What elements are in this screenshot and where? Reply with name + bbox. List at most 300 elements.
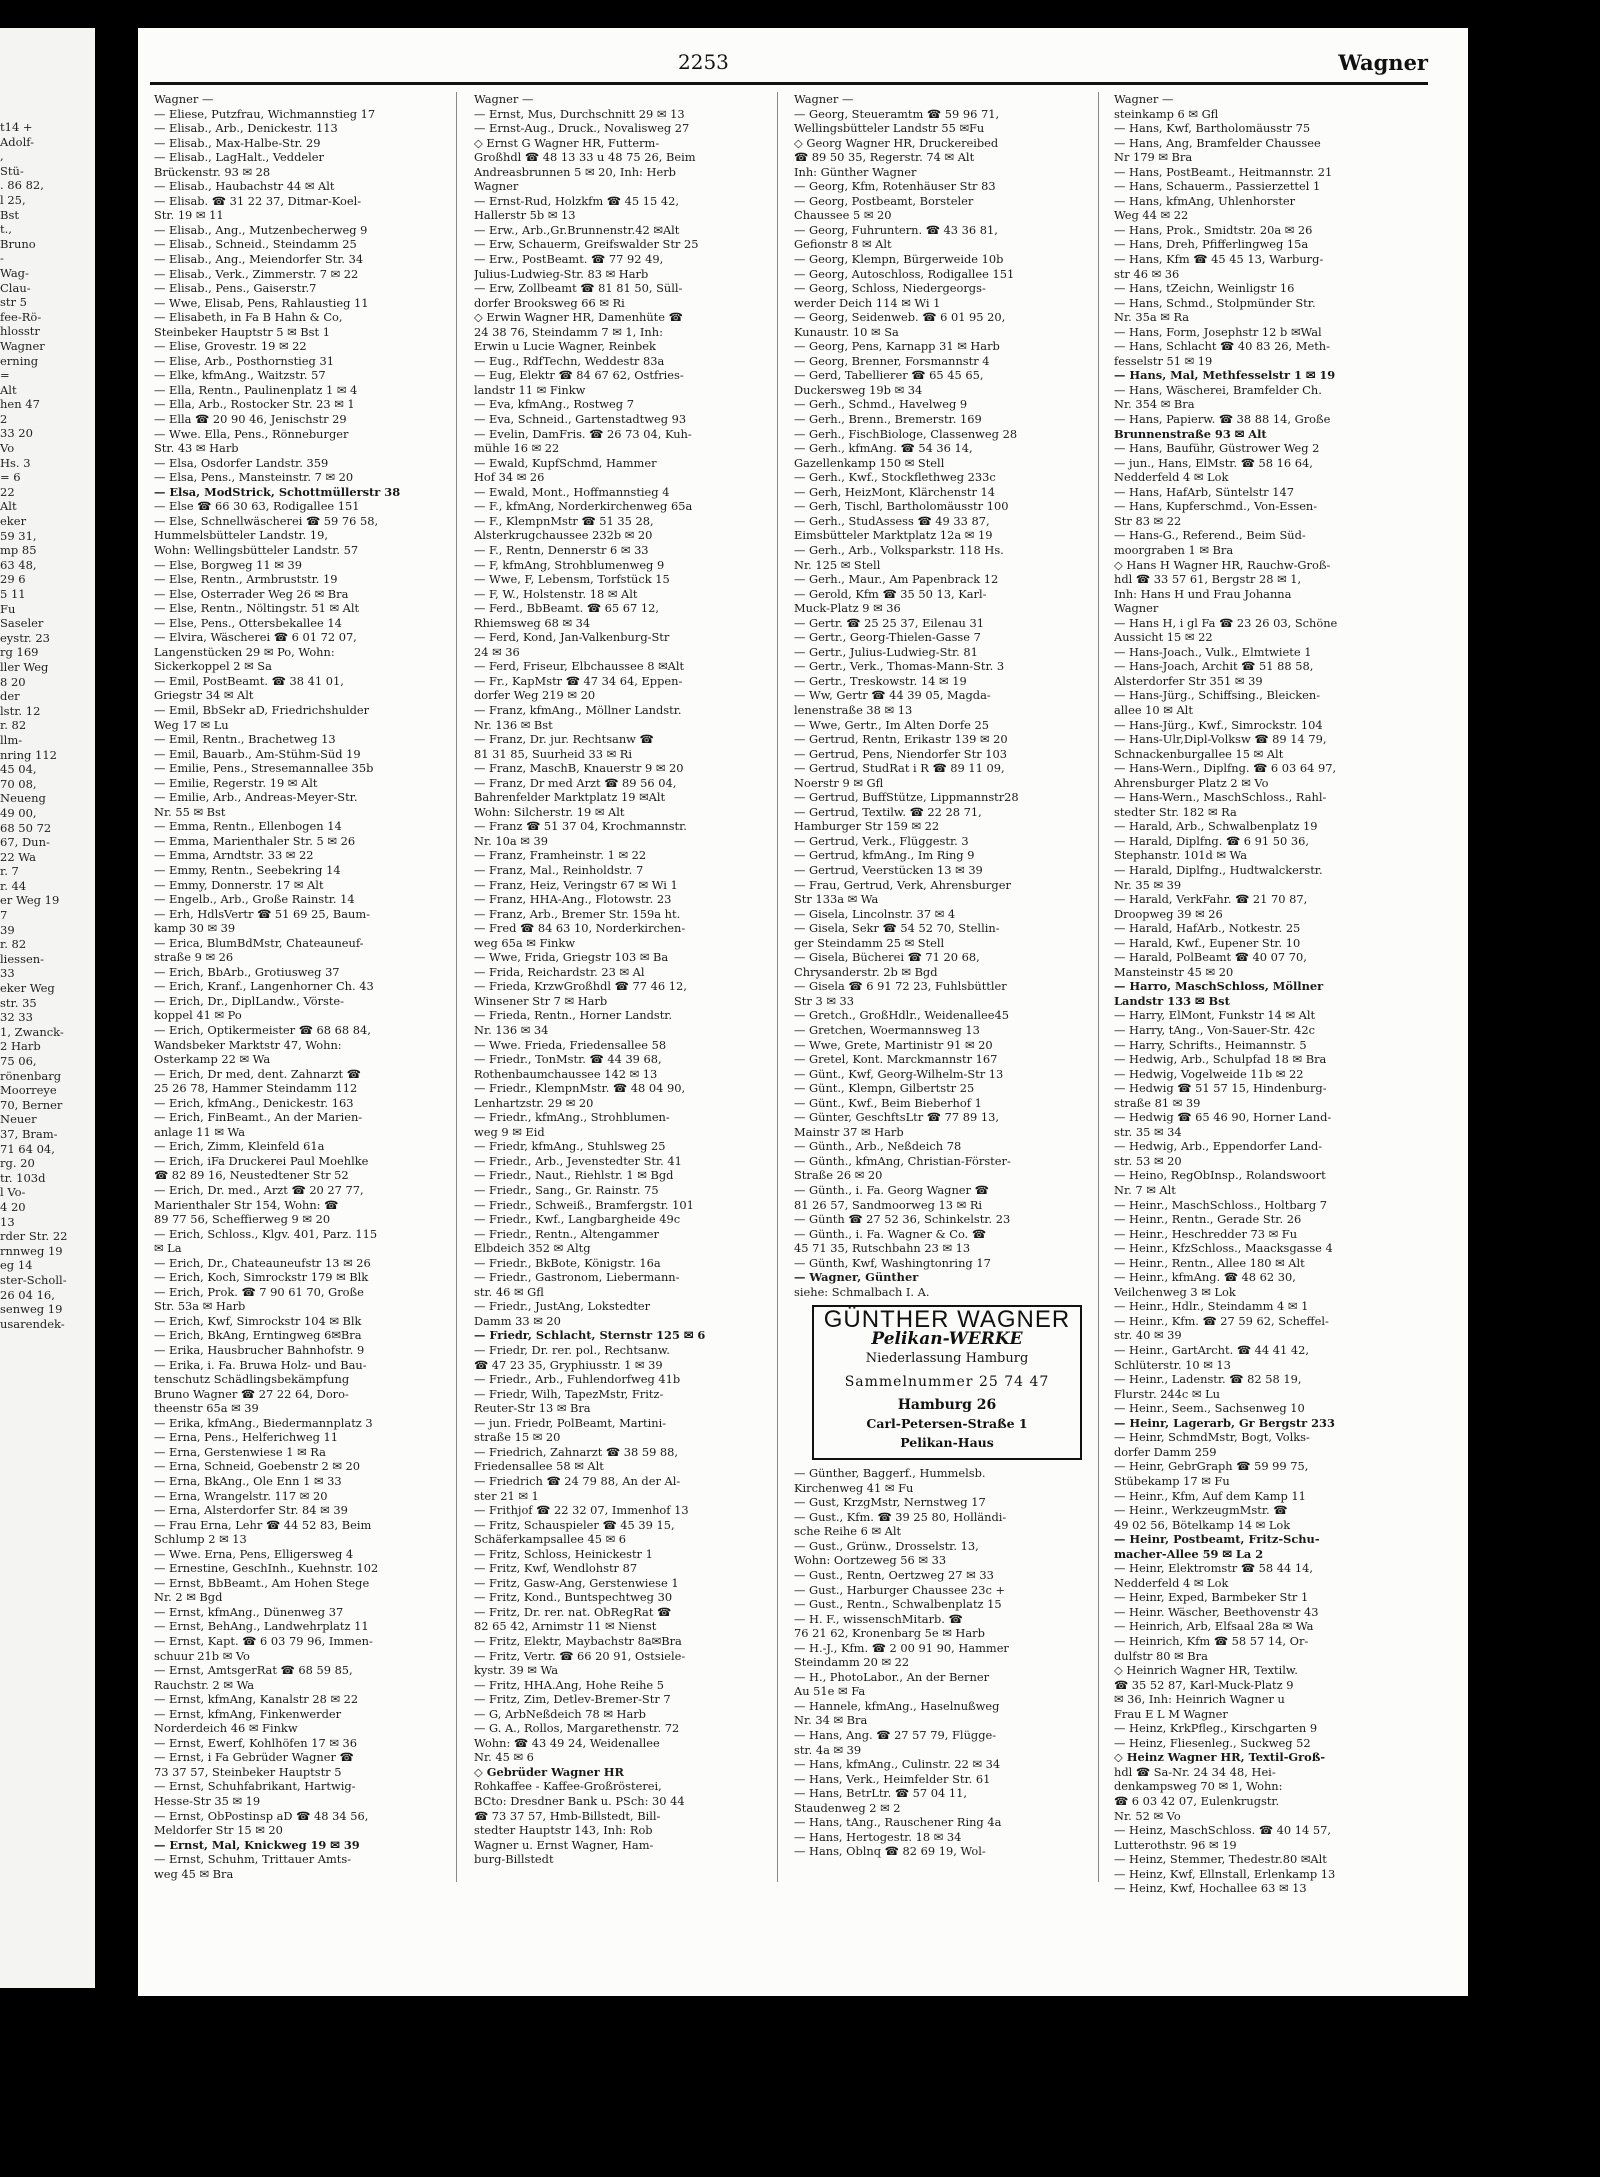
directory-entry-line: Reuter-Str 13 ✉ Bra — [474, 1401, 591, 1416]
directory-entry-line: — Franz, Framheinstr. 1 ✉ 22 — [474, 848, 647, 863]
facing-page-fragment: Saseler — [0, 616, 44, 631]
directory-entry-line: — Günth ☎ 27 52 36, Schinkelstr. 23 — [794, 1212, 1011, 1227]
directory-entry-line: Eimsbütteler Marktplatz 12a ✉ 19 — [794, 528, 993, 543]
directory-entry-line: — Evelin, DamFris. ☎ 26 73 04, Kuh- — [474, 426, 692, 441]
directory-entry-line: — Heinz, Fliesenleg., Suckweg 52 — [1114, 1735, 1311, 1750]
directory-entry-line: ◇ Georg Wagner HR, Druckereibed — [794, 135, 999, 150]
directory-entry-line: 25 26 78, Hammer Steindamm 112 — [154, 1081, 358, 1096]
facing-page-fragment: hlosstr — [0, 324, 40, 339]
directory-entry-line: — Heinr, GebrGraph ☎ 59 99 75, — [1114, 1459, 1309, 1474]
facing-page-fragment: t14 + — [0, 120, 33, 134]
directory-entry-line: ◇ Erwin Wagner HR, Damenhüte ☎ — [474, 310, 683, 325]
facing-page-fragment: Moorreye — [0, 1083, 57, 1098]
directory-entry-line: — Ewald, KupfSchmd, Hammer — [474, 455, 657, 470]
directory-entry-line: — Ernst, ObPostinsp aD ☎ 48 34 56, — [154, 1808, 369, 1823]
directory-entry-line: — Erich, kfmAng., Denickestr. 163 — [154, 1095, 354, 1110]
directory-entry-line: — Friedr., Arb., Jevenstedter Str. 41 — [474, 1153, 682, 1168]
directory-entry-line: — Gertr. ☎ 25 25 37, Eilenau 31 — [794, 615, 985, 630]
directory-entry-line: — Hans, Hertogestr. 18 ✉ 34 — [794, 1829, 962, 1844]
directory-entry-line: str. 46 ✉ Gfl — [474, 1284, 544, 1299]
directory-entry-line: — Erna, BkAng., Ole Enn 1 ✉ 33 — [154, 1473, 342, 1488]
directory-entry-line: Rhiemsweg 68 ✉ 34 — [474, 615, 591, 630]
directory-entry-line: — Erna, Alsterdorfer Str. 84 ✉ 39 — [154, 1503, 348, 1518]
directory-entry-line: — Ferd, Kond, Jan-Valkenburg-Str — [474, 630, 670, 645]
facing-page-fragment: tr. 103d — [0, 1170, 46, 1185]
facing-page-fragment: 2 Harb — [0, 1039, 41, 1054]
directory-entry-line: Str. 43 ✉ Harb — [154, 441, 239, 456]
directory-entry-line: — Ernst, Mus, Durchschnitt 29 ✉ 13 — [474, 106, 685, 121]
directory-entry-line: — Gertrud, Rentn, Erikastr 139 ✉ 20 — [794, 732, 1008, 747]
facing-page-fragment: der — [0, 689, 20, 704]
directory-entry-line: — Wwe. Frieda, Friedensallee 58 — [474, 1037, 667, 1052]
directory-entry-line: Nr. 7 ✉ Alt — [1114, 1183, 1176, 1198]
directory-entry-line: Damm 33 ✉ 20 — [474, 1313, 561, 1328]
directory-entry-line: — Hans-Wern., Diplfng. ☎ 6 03 64 97, — [1114, 761, 1337, 776]
directory-entry-line: — F, W., Holstenstr. 18 ✉ Alt — [474, 586, 638, 601]
directory-entry-line: — Gertrud, Verk., Flüggestr. 3 — [794, 833, 969, 848]
directory-entry-line: — Elsa, ModStrick, Schottmüllerstr 38 — [154, 484, 401, 499]
directory-entry-line: str. 35 ✉ 34 — [1114, 1124, 1182, 1139]
directory-entry-line: str. 40 ✉ 39 — [1114, 1328, 1182, 1343]
facing-page-fragment: 13 — [0, 1214, 15, 1229]
directory-entry-line: — Gertrud, StudRat i R ☎ 89 11 09, — [794, 761, 1005, 776]
directory-entry-line: — Emma, Marienthaler Str. 5 ✉ 26 — [154, 833, 356, 848]
directory-entry-line: — Hans, Form, Josephstr 12 b ✉Wal — [1114, 324, 1322, 339]
directory-entry-line: — Elise, Grovestr. 19 ✉ 22 — [154, 339, 307, 354]
directory-entry-line: — Elise, Arb., Posthornstieg 31 — [154, 353, 334, 368]
directory-entry-line: — Else, Schnellwäscherei ☎ 59 76 58, — [154, 513, 379, 528]
directory-entry-line: — Erich, Dr., DiplLandw., Vörste- — [154, 993, 345, 1008]
directory-entry-line: moorgraben 1 ✉ Bra — [1114, 542, 1234, 557]
directory-entry-line: — Elisab., Verk., Zimmerstr. 7 ✉ 22 — [154, 266, 359, 281]
directory-entry-line: — Else, Rentn., Nöltingstr. 51 ✉ Alt — [154, 601, 360, 616]
facing-page-fragment: usarendek- — [0, 1316, 65, 1331]
directory-entry-line: Inh: Hans H und Frau Johanna — [1114, 586, 1292, 601]
directory-entry-line: — Wwe, Grete, Martinistr 91 ✉ 20 — [794, 1037, 993, 1052]
facing-page-fragment: liessen- — [0, 951, 45, 966]
directory-entry-line: — Frau, Gertrud, Verk, Ahrensburger — [794, 877, 1011, 892]
ad-street: Carl-Petersen-Straße 1 — [866, 1416, 1028, 1432]
directory-entry-line: — Hans, Ang. ☎ 27 57 79, Flügge- — [794, 1727, 997, 1742]
directory-entry-line: — Friedr, kfmAng., Stuhlsweg 25 — [474, 1139, 666, 1154]
directory-entry-line: weg 65a ✉ Finkw — [474, 935, 576, 950]
directory-entry-line: steinkamp 6 ✉ Gfl — [1114, 106, 1219, 121]
facing-page-fragment: Adolf- — [0, 134, 35, 149]
directory-entry-line: — Emilie, Arb., Andreas-Meyer-Str. — [154, 790, 358, 805]
directory-entry-line: Marienthaler Str 154, Wohn: ☎ — [154, 1197, 339, 1212]
directory-entry-line: — Hans, Bauführ, Güstrower Weg 2 — [1114, 441, 1320, 456]
directory-entry-line: Kirchenweg 41 ✉ Fu — [794, 1480, 914, 1495]
directory-entry-line: — Friedr., Rentn., Altengammer — [474, 1226, 659, 1241]
directory-entry-line: — Emmy, Rentn., Seebekring 14 — [154, 862, 341, 877]
directory-entry-line: Nedderfeld 4 ✉ Lok — [1114, 470, 1229, 485]
directory-entry-line: — Wwe. Ella, Pens., Rönneburger — [154, 426, 349, 441]
directory-entry-line: — Gerh, HeizMont, Klärchenstr 14 — [794, 484, 996, 499]
facing-page-fragment: Alt — [0, 499, 17, 514]
directory-entry-line: — Elisab., Max-Halbe-Str. 29 — [154, 135, 321, 150]
directory-entry-line: Mansteinstr 45 ✉ 20 — [1114, 964, 1234, 979]
directory-entry-line: — Ernst, Kapt. ☎ 6 03 79 96, Immen- — [154, 1633, 373, 1648]
directory-entry-line: — Else, Borgweg 11 ✉ 39 — [154, 557, 302, 572]
directory-entry-line: — Günt., Klempn, Gilbertstr 25 — [794, 1081, 975, 1096]
directory-entry-line: — Harald, Diplfng. ☎ 6 91 50 36, — [1114, 833, 1309, 848]
directory-entry-line: — Franz, HHA-Ang., Flotowstr. 23 — [474, 892, 672, 907]
facing-page-fragment: Vo — [0, 441, 15, 456]
directory-entry-line: ☎ 73 37 57, Hmb-Billstedt, Bill- — [474, 1808, 661, 1823]
directory-entry-line: — Gerh., Schmd., Havelweg 9 — [794, 397, 968, 412]
directory-entry-line: Wagner — [1114, 601, 1159, 616]
directory-column-2 — [474, 92, 774, 1867]
directory-entry-line: Staudenweg 2 ✉ 2 — [794, 1800, 901, 1815]
directory-entry-line: — Georg, Brenner, Forsmannstr 4 — [794, 353, 990, 368]
directory-entry-line: Bruno Wagner ☎ 27 22 64, Doro- — [154, 1386, 349, 1401]
directory-entry-line: Erwin u Lucie Wagner, Reinbek — [474, 339, 656, 354]
directory-entry-line: Rothenbaumchaussee 142 ✉ 13 — [474, 1066, 658, 1081]
directory-entry-line: — F, kfmAng, Strohblumenweg 9 — [474, 557, 665, 572]
directory-entry-line: mühle 16 ✉ 22 — [474, 441, 560, 456]
directory-entry-line: — Günth., Arb., Neßdeich 78 — [794, 1139, 962, 1154]
directory-entry-line: — Harald, PolBeamt ☎ 40 07 70, — [1114, 950, 1307, 965]
directory-entry-line: — Friedr., Naut., Riehlstr. 1 ✉ Bgd — [474, 1168, 674, 1183]
directory-entry-line: — Eliese, Putzfrau, Wichmannstieg 17 — [154, 106, 376, 121]
directory-entry-line: — Frida, Reichardstr. 23 ✉ Al — [474, 964, 645, 979]
directory-entry-line: Weg 17 ✉ Lu — [154, 717, 229, 732]
directory-entry-line: — Else, Osterrader Weg 26 ✉ Bra — [154, 586, 349, 601]
facing-page-fragment: 22 Wa — [0, 849, 36, 864]
directory-entry-line: — Ernst, kfmAng, Kanalstr 28 ✉ 22 — [154, 1692, 359, 1707]
directory-entry-line: — Friedr., kfmAng., Strohblumen- — [474, 1110, 670, 1125]
directory-column-4 — [1114, 92, 1414, 1896]
directory-entry-line: — Friedr., Sang., Gr. Rainstr. 75 — [474, 1183, 659, 1198]
facing-page-fragment: 33 20 — [0, 426, 33, 441]
directory-entry-line: — Elsa, Osdorfer Landstr. 359 — [154, 455, 329, 470]
directory-entry-line: — Wwe, Gertr., Im Alten Dorfe 25 — [794, 717, 989, 732]
directory-entry-line: — Georg, Klempn, Bürgerweide 10b — [794, 252, 1004, 267]
directory-entry-line: — Ernst, BbBeamt., Am Hohen Stege — [154, 1575, 370, 1590]
facing-page-fragment: eg 14 — [0, 1258, 33, 1273]
directory-entry-line: — Erich, Kranf., Langenhorner Ch. 43 — [154, 979, 374, 994]
directory-entry-line: — Günt., Kwf., Beim Bieberhof 1 — [794, 1095, 982, 1110]
facing-page-fragment: t., — [0, 222, 12, 237]
directory-entry-line: — Gerh, Tischl, Bartholomäusstr 100 — [794, 499, 1009, 514]
guenther-wagner-advertisement — [812, 1305, 1082, 1460]
directory-entry-line: kystr. 39 ✉ Wa — [474, 1663, 558, 1678]
directory-entry-line: — Ernst, AmtsgerRat ☎ 68 59 85, — [154, 1663, 353, 1678]
directory-entry-line: kamp 30 ✉ 39 — [154, 921, 236, 936]
facing-page-fragment: mp 85 — [0, 543, 37, 558]
facing-page-fragment: r. 82 — [0, 718, 27, 733]
directory-entry-line: — Fritz, Vertr. ☎ 66 20 91, Ostsiele- — [474, 1648, 686, 1663]
directory-entry-line: — Heinr., GartArcht. ☎ 44 41 42, — [1114, 1343, 1309, 1358]
directory-entry-line: — Heinr., Rentn., Gerade Str. 26 — [1114, 1212, 1302, 1227]
column-divider — [777, 92, 778, 1882]
directory-entry-line: — Eva, Schneid., Gartenstadtweg 93 — [474, 412, 687, 427]
directory-entry-line: — Hans, Papierw. ☎ 38 88 14, Große — [1114, 412, 1331, 427]
directory-entry-line: — Günth., kfmAng, Christian-Förster- — [794, 1153, 1011, 1168]
directory-entry-line: — Emilie, Regerstr. 19 ✉ Alt — [154, 775, 318, 790]
facing-page-fragment: Neueng — [0, 791, 46, 806]
directory-entry-line: Norderdeich 46 ✉ Finkw — [154, 1721, 298, 1736]
directory-entry-line: — Heinr., Heschredder 73 ✉ Fu — [1114, 1226, 1298, 1241]
directory-entry-line: — Harry, Schrifts., Heimannstr. 5 — [1114, 1037, 1307, 1052]
directory-entry-line: — Erw., Arb.,Gr.Brunnenstr.42 ✉Alt — [474, 222, 680, 237]
directory-entry-line: 76 21 62, Kronenbarg 5e ✉ Harb — [794, 1626, 985, 1641]
directory-entry-line: — Friedr., JustAng, Lokstedter — [474, 1299, 651, 1314]
directory-entry-line: — Emil, Bauarb., Am-Stühm-Süd 19 — [154, 746, 361, 761]
directory-page — [138, 28, 1468, 1996]
facing-page-fragment: Neuer — [0, 1112, 37, 1127]
directory-entry-line: — Erich, Dr., Chateauneufstr 13 ✉ 26 — [154, 1255, 371, 1270]
directory-entry-line: — Heinz, KrkPfleg., Kirschgarten 9 — [1114, 1721, 1318, 1736]
directory-entry-line: — Hans, HafArb, Süntelstr 147 — [1114, 484, 1294, 499]
directory-entry-line: — Erich, Schloss., Klgv. 401, Parz. 115 — [154, 1226, 378, 1241]
directory-entry-line: stedter Str. 182 ✉ Ra — [1114, 804, 1237, 819]
directory-entry-line: — Gisela, Lincolnstr. 37 ✉ 4 — [794, 906, 956, 921]
directory-entry-line: — Wwe, F, Lebensm, Torfstück 15 — [474, 572, 670, 587]
directory-entry-line: Nr. 125 ✉ Stell — [794, 557, 881, 572]
directory-entry-line: — Heinz, MaschSchloss. ☎ 40 14 57, — [1114, 1823, 1332, 1838]
facing-page-fragment: nring 112 — [0, 747, 57, 762]
directory-entry-line: str. 53 ✉ 20 — [1114, 1153, 1182, 1168]
header-rule — [150, 82, 1428, 85]
directory-entry-line: — Elisab., Pens., Gaiserstr.7 — [154, 281, 317, 296]
directory-entry-line: Str 3 ✉ 33 — [794, 993, 854, 1008]
facing-page-fragment: str 5 — [0, 295, 27, 310]
page-header — [138, 28, 1468, 82]
directory-entry-line: — Elisabeth, in Fa B Hahn & Co, — [154, 310, 343, 325]
directory-entry-line: — Harry, tAng., Von-Sauer-Str. 42c — [1114, 1023, 1315, 1037]
directory-entry-line: — Else ☎ 66 30 63, Rodigallee 151 — [154, 499, 360, 514]
directory-entry-line: — Heinrich, Arb, Elfsaal 28a ✉ Wa — [1114, 1619, 1314, 1634]
directory-entry-line: — Elisab., Ang., Mutzenbecherweg 9 — [154, 222, 368, 237]
directory-entry-line: Muck-Platz 9 ✉ 36 — [794, 601, 901, 616]
directory-entry-line: Wandsbeker Marktstr 47, Wohn: — [154, 1037, 342, 1052]
directory-entry-line: straße 9 ✉ 26 — [154, 950, 234, 965]
directory-entry-line: Ahrensburger Platz 2 ✉ Vo — [1114, 775, 1269, 790]
directory-entry-line: — Elisab., Ang., Meiendorfer Str. 34 — [154, 252, 364, 267]
facing-page-fragment: 22 — [0, 484, 15, 499]
directory-entry-line: — Ewald, Mont., Hoffmannstieg 4 — [474, 484, 670, 499]
directory-entry-line: — Heinr, Lagerarb, Gr Bergstr 233 — [1114, 1415, 1335, 1430]
directory-entry-line: — Friedr, Schlacht, Sternstr 125 ✉ 6 — [474, 1328, 706, 1343]
directory-entry-line: — Erich, Optikermeister ☎ 68 68 84, — [154, 1023, 371, 1037]
directory-entry-line: stedter Hauptstr 143, Inh: Rob — [474, 1823, 653, 1838]
directory-entry-line: ☎ 89 50 35, Regerstr. 74 ✉ Alt — [794, 150, 975, 165]
directory-entry-line: — Gertrud, Veerstücken 13 ✉ 39 — [794, 862, 983, 877]
facing-page-fragment: Bst — [0, 207, 19, 222]
directory-entry-line: — Hans, Schlacht ☎ 40 83 26, Meth- — [1114, 339, 1330, 354]
directory-entry-line: Wellingsbütteler Landstr 55 ✉Fu — [794, 121, 985, 136]
directory-entry-line: Aussicht 15 ✉ 22 — [1114, 630, 1213, 645]
directory-entry-line: — Else, Pens., Ottersbekallee 14 — [154, 615, 342, 630]
facing-page-fragment: 70, Berner — [0, 1097, 63, 1112]
directory-entry-line: Rauchstr. 2 ✉ Wa — [154, 1677, 255, 1692]
directory-entry-line: — Emmy, Donnerstr. 17 ✉ Alt — [154, 877, 324, 892]
facing-page-fragment: ster-Scholl- — [0, 1272, 67, 1287]
directory-entry-line: — Hedwig, Vogelweide 11b ✉ 22 — [1114, 1066, 1304, 1081]
directory-entry-line: — Hans, Schmd., Stolpmünder Str. — [1114, 295, 1316, 310]
facing-page-fragment: = — [0, 368, 10, 383]
directory-entry-line: Stübekamp 17 ✉ Fu — [1114, 1473, 1230, 1488]
directory-entry-line: ster 21 ✉ 1 — [474, 1488, 539, 1503]
directory-entry-line: — Gretch., GroßHdlr., Weidenallee45 — [794, 1008, 1009, 1023]
directory-entry-line: Alsterdorfer Str 351 ✉ 39 — [1114, 673, 1263, 688]
directory-entry-line: — G, ArbNeßdeich 78 ✉ Harb — [474, 1706, 646, 1721]
facing-page-fragment: Fu — [0, 601, 16, 616]
directory-entry-line: — Franz, MaschB, Knauerstr 9 ✉ 20 — [474, 761, 684, 776]
directory-entry-line: — Emil, PostBeamt. ☎ 38 41 01, — [154, 673, 344, 688]
directory-entry-line: — Ernst, Schuhm, Trittauer Amts- — [154, 1852, 352, 1867]
directory-entry-line: 81 26 57, Sandmoorweg 13 ✉ Ri — [794, 1197, 983, 1212]
facing-page-fragment: senweg 19 — [0, 1302, 63, 1317]
directory-entry-line: Frau E L M Wagner — [1114, 1706, 1228, 1721]
directory-entry-line: — Gust., Grünw., Drosselstr. 13, — [794, 1538, 979, 1553]
directory-entry-line: — Günter, GeschftsLtr ☎ 77 89 13, — [794, 1110, 999, 1125]
directory-entry-line: — Elisab. ☎ 31 22 37, Ditmar-Koel- — [154, 193, 362, 208]
directory-entry-line: 81 31 85, Suurheid 33 ✉ Ri — [474, 746, 633, 761]
directory-entry-line: — Ferd., BbBeamt. ☎ 65 67 12, — [474, 601, 659, 616]
directory-entry-line: Bahrenfelder Marktplatz 19 ✉Alt — [474, 790, 666, 805]
directory-entry-line: ◇ Heinrich Wagner HR, Textilw. — [1114, 1663, 1298, 1678]
facing-page-fragment: str. 35 — [0, 995, 37, 1010]
directory-entry-line: Lutterothstr. 96 ✉ 19 — [1114, 1837, 1237, 1852]
directory-entry-line: — Ella ☎ 20 90 46, Jenischstr 29 — [154, 412, 347, 427]
directory-entry-line: tenschutz Schädlingsbekämpfung — [154, 1372, 350, 1387]
directory-entry-line: — Friedr, Wilh, TapezMstr, Fritz- — [474, 1386, 664, 1401]
directory-entry-line: — Harald, Kwf., Eupener Str. 10 — [1114, 935, 1301, 950]
directory-entry-line: — Hedwig, Arb., Eppendorfer Land- — [1114, 1139, 1323, 1154]
directory-entry-line: dulfstr 80 ✉ Bra — [1114, 1648, 1208, 1663]
directory-entry-line: ☎ 47 23 35, Gryphiusstr. 1 ✉ 39 — [474, 1357, 663, 1372]
directory-entry-line: ☎ 6 03 42 07, Eulenkrugstr. — [1114, 1793, 1280, 1808]
directory-entry-line: — Hans-Ulr,Dipl-Volksw ☎ 89 14 79, — [1114, 732, 1327, 747]
directory-entry-line: — Gust., Rentn, Oertzweg 27 ✉ 33 — [794, 1567, 994, 1582]
directory-entry-line: Chrysanderstr. 2b ✉ Bgd — [794, 964, 938, 979]
facing-page-fragment: rder Str. 22 — [0, 1229, 68, 1244]
directory-entry-line: — Ernst, Ewerf, Kohlhöfen 17 ✉ 36 — [154, 1735, 357, 1750]
directory-entry-line: Noerstr 9 ✉ Gfl — [794, 775, 884, 790]
facing-page-fragment: - — [0, 251, 4, 266]
directory-entry-line: — Erich, BbArb., Grotiusweg 37 — [154, 964, 340, 979]
directory-entry-line: — Hans, Kupferschmd., Von-Essen- — [1114, 499, 1318, 514]
directory-entry-line: macher-Allee 59 ✉ La 2 — [1114, 1546, 1264, 1561]
directory-entry-line: — Ella, Rentn., Paulinenplatz 1 ✉ 4 — [154, 382, 358, 397]
directory-entry-line: fesselstr 51 ✉ 19 — [1114, 353, 1213, 368]
ad-branch: Niederlassung Hamburg — [865, 1351, 1029, 1367]
directory-entry-line: — Hans, Schauerm., Passierzettel 1 — [1114, 179, 1321, 194]
directory-entry-line: — Wwe, Frida, Griegstr 103 ✉ Ba — [474, 950, 669, 965]
directory-entry-line: — Franz, Arb., Bremer Str. 159a ht. — [474, 906, 681, 921]
directory-entry-line: — Georg, Seidenweb. ☎ 6 01 95 20, — [794, 310, 1006, 325]
directory-entry-line: — Heinrich, Kfm ☎ 58 57 14, Or- — [1114, 1633, 1309, 1648]
facing-page-edge — [0, 28, 95, 1988]
facing-page-fragment: l Vo- — [0, 1185, 26, 1200]
directory-entry-line: Nr. 52 ✉ Vo — [1114, 1808, 1181, 1823]
directory-entry-line: — Gretel, Kont. Marckmannstr 167 — [794, 1052, 998, 1067]
facing-page-fragment: 45 04, — [0, 762, 37, 777]
directory-entry-line: — Friedr., TonMstr. ☎ 44 39 68, — [474, 1052, 662, 1067]
directory-entry-line: Nr. 136 ✉ 34 — [474, 1023, 549, 1037]
directory-entry-line: — Heinr., Kfm. ☎ 27 59 62, Scheffel- — [1114, 1313, 1329, 1328]
directory-entry-line: — Fritz, Schauspieler ☎ 45 39 15, — [474, 1517, 675, 1532]
facing-page-fragment: er Weg 19 — [0, 893, 60, 908]
facing-page-fragment: 26 04 16, — [0, 1287, 55, 1302]
directory-entry-line: — Heinr., kfmAng. ☎ 48 62 30, — [1114, 1270, 1296, 1285]
directory-entry-line: — Hedwig ☎ 65 46 90, Horner Land- — [1114, 1110, 1332, 1125]
directory-entry-line: — Hans, tAng., Rauschener Ring 4a — [794, 1815, 1002, 1830]
directory-entry-line: Meldorfer Str 15 ✉ 20 — [154, 1823, 283, 1838]
directory-entry-line: — Gertr., Treskowstr. 14 ✉ 19 — [794, 673, 967, 688]
directory-entry-line: 89 77 56, Scheffierweg 9 ✉ 20 — [154, 1212, 331, 1227]
facing-page-fragment: lstr. 12 — [0, 703, 41, 718]
directory-entry-line: — Georg, Autoschloss, Rodigallee 151 — [794, 266, 1015, 281]
directory-entry-line: Nr. 354 ✉ Bra — [1114, 397, 1195, 412]
directory-entry-line: Brückenstr. 93 ✉ 28 — [154, 164, 271, 179]
directory-entry-line: — Erna, Gerstenwiese 1 ✉ Ra — [154, 1444, 326, 1459]
directory-entry-line: — Hans-Jürg., Schiffsing., Bleicken- — [1114, 688, 1321, 703]
directory-entry-line: — Erw, Schauerm, Greifswalder Str 25 — [474, 237, 699, 252]
directory-entry-line: — Fritz, Kwf, Wendlohstr 87 — [474, 1561, 638, 1576]
directory-entry-line: ✉ 36, Inh: Heinrich Wagner u — [1114, 1692, 1285, 1707]
directory-entry-line: Hamburger Str 159 ✉ 22 — [794, 819, 940, 834]
directory-entry-line: — Hans-Joach., Vulk., Elmtwiete 1 — [1114, 644, 1312, 659]
directory-entry-line: BCto: Dresdner Bank u. PSch: 30 44 — [474, 1793, 685, 1808]
directory-entry-line: — Friedr., KlempnMstr. ☎ 48 04 90, — [474, 1081, 686, 1096]
facing-page-fragment: r. 82 — [0, 937, 27, 952]
facing-page-fragment: 5 11 — [0, 587, 26, 601]
directory-entry-line: — Hans, Wäscherei, Bramfelder Ch. — [1114, 382, 1322, 397]
directory-entry-line: — Harald, VerkFahr. ☎ 21 70 87, — [1114, 892, 1308, 907]
directory-entry-line: — Franz, Dr. jur. Rechtsanw ☎ — [474, 732, 654, 747]
directory-entry-line: — Gertrud, BuffStütze, Lippmannstr28 — [794, 790, 1019, 805]
directory-entry-line: Flurstr. 244c ✉ Lu — [1114, 1386, 1220, 1401]
directory-entry-line: weg 45 ✉ Bra — [154, 1866, 234, 1881]
directory-entry-line: — Gerh., Maur., Am Papenbrack 12 — [794, 572, 999, 587]
directory-entry-line: Inh: Günther Wagner — [794, 164, 917, 179]
directory-entry-line: — Heinz, Kwf, Ellnstall, Erlenkamp 13 — [1114, 1866, 1336, 1881]
directory-entry-line: — Gerd, Tabellierer ☎ 65 45 65, — [794, 368, 984, 383]
directory-entry-line: lenenstraße 38 ✉ 13 — [794, 702, 913, 717]
directory-entry-line: Straße 26 ✉ 20 — [794, 1168, 883, 1183]
directory-entry-line: — Gust., Rentn., Schwalbenplatz 15 — [794, 1597, 1002, 1612]
directory-entry-line: straße 81 ✉ 39 — [1114, 1095, 1201, 1110]
facing-page-fragment: rg 169 — [0, 645, 39, 660]
facing-page-fragment: l 25, — [0, 192, 26, 207]
directory-entry-line: — Hans, Kwf, Bartholomäusstr 75 — [1114, 121, 1311, 136]
directory-entry-line: — Heinr, Postbeamt, Fritz-Schu- — [1114, 1532, 1320, 1547]
directory-entry-line: ☎ 82 89 16, Neustedtener Str 52 — [154, 1168, 349, 1183]
directory-entry-line: — Georg, Steueramtm ☎ 59 96 71, — [794, 106, 1000, 121]
directory-entry-line: — jun., Hans, ElMstr. ☎ 58 16 64, — [1114, 455, 1313, 470]
directory-entry-line: anlage 11 ✉ Wa — [154, 1124, 246, 1139]
facing-page-fragment: Clau- — [0, 280, 31, 295]
facing-page-fragment: 8 20 — [0, 674, 26, 689]
directory-entry-line: — F., KlempnMstr ☎ 51 35 28, — [474, 513, 654, 528]
directory-entry-line: — Heinr., Rentn., Allee 180 ✉ Alt — [1114, 1255, 1305, 1270]
directory-entry-line: Friedensallee 58 ✉ Alt — [474, 1459, 604, 1474]
directory-entry-line: Kunaustr. 10 ✉ Sa — [794, 324, 899, 339]
directory-entry-line: — Harry, ElMont, Funkstr 14 ✉ Alt — [1114, 1008, 1316, 1023]
directory-entry-line: — Friedr., Arb., Fuhlendorfweg 41b — [474, 1372, 681, 1387]
column-divider — [1098, 92, 1099, 1882]
directory-entry-line: — G. A., Rollos, Margarethenstr. 72 — [474, 1721, 680, 1736]
running-head: Wagner — [1338, 50, 1428, 75]
facing-page-fragment: 37, Bram- — [0, 1126, 58, 1141]
directory-entry-line: — Ernst, BehAng., Landwehrplatz 11 — [154, 1619, 369, 1634]
directory-entry-line: — Wwe, Elisab, Pens, Rahlaustieg 11 — [154, 295, 369, 310]
directory-entry-line: — Fred ☎ 84 63 10, Norderkirchen- — [474, 921, 686, 936]
directory-entry-line: — Hans, Prok., Smidtstr. 20a ✉ 26 — [1114, 222, 1313, 237]
